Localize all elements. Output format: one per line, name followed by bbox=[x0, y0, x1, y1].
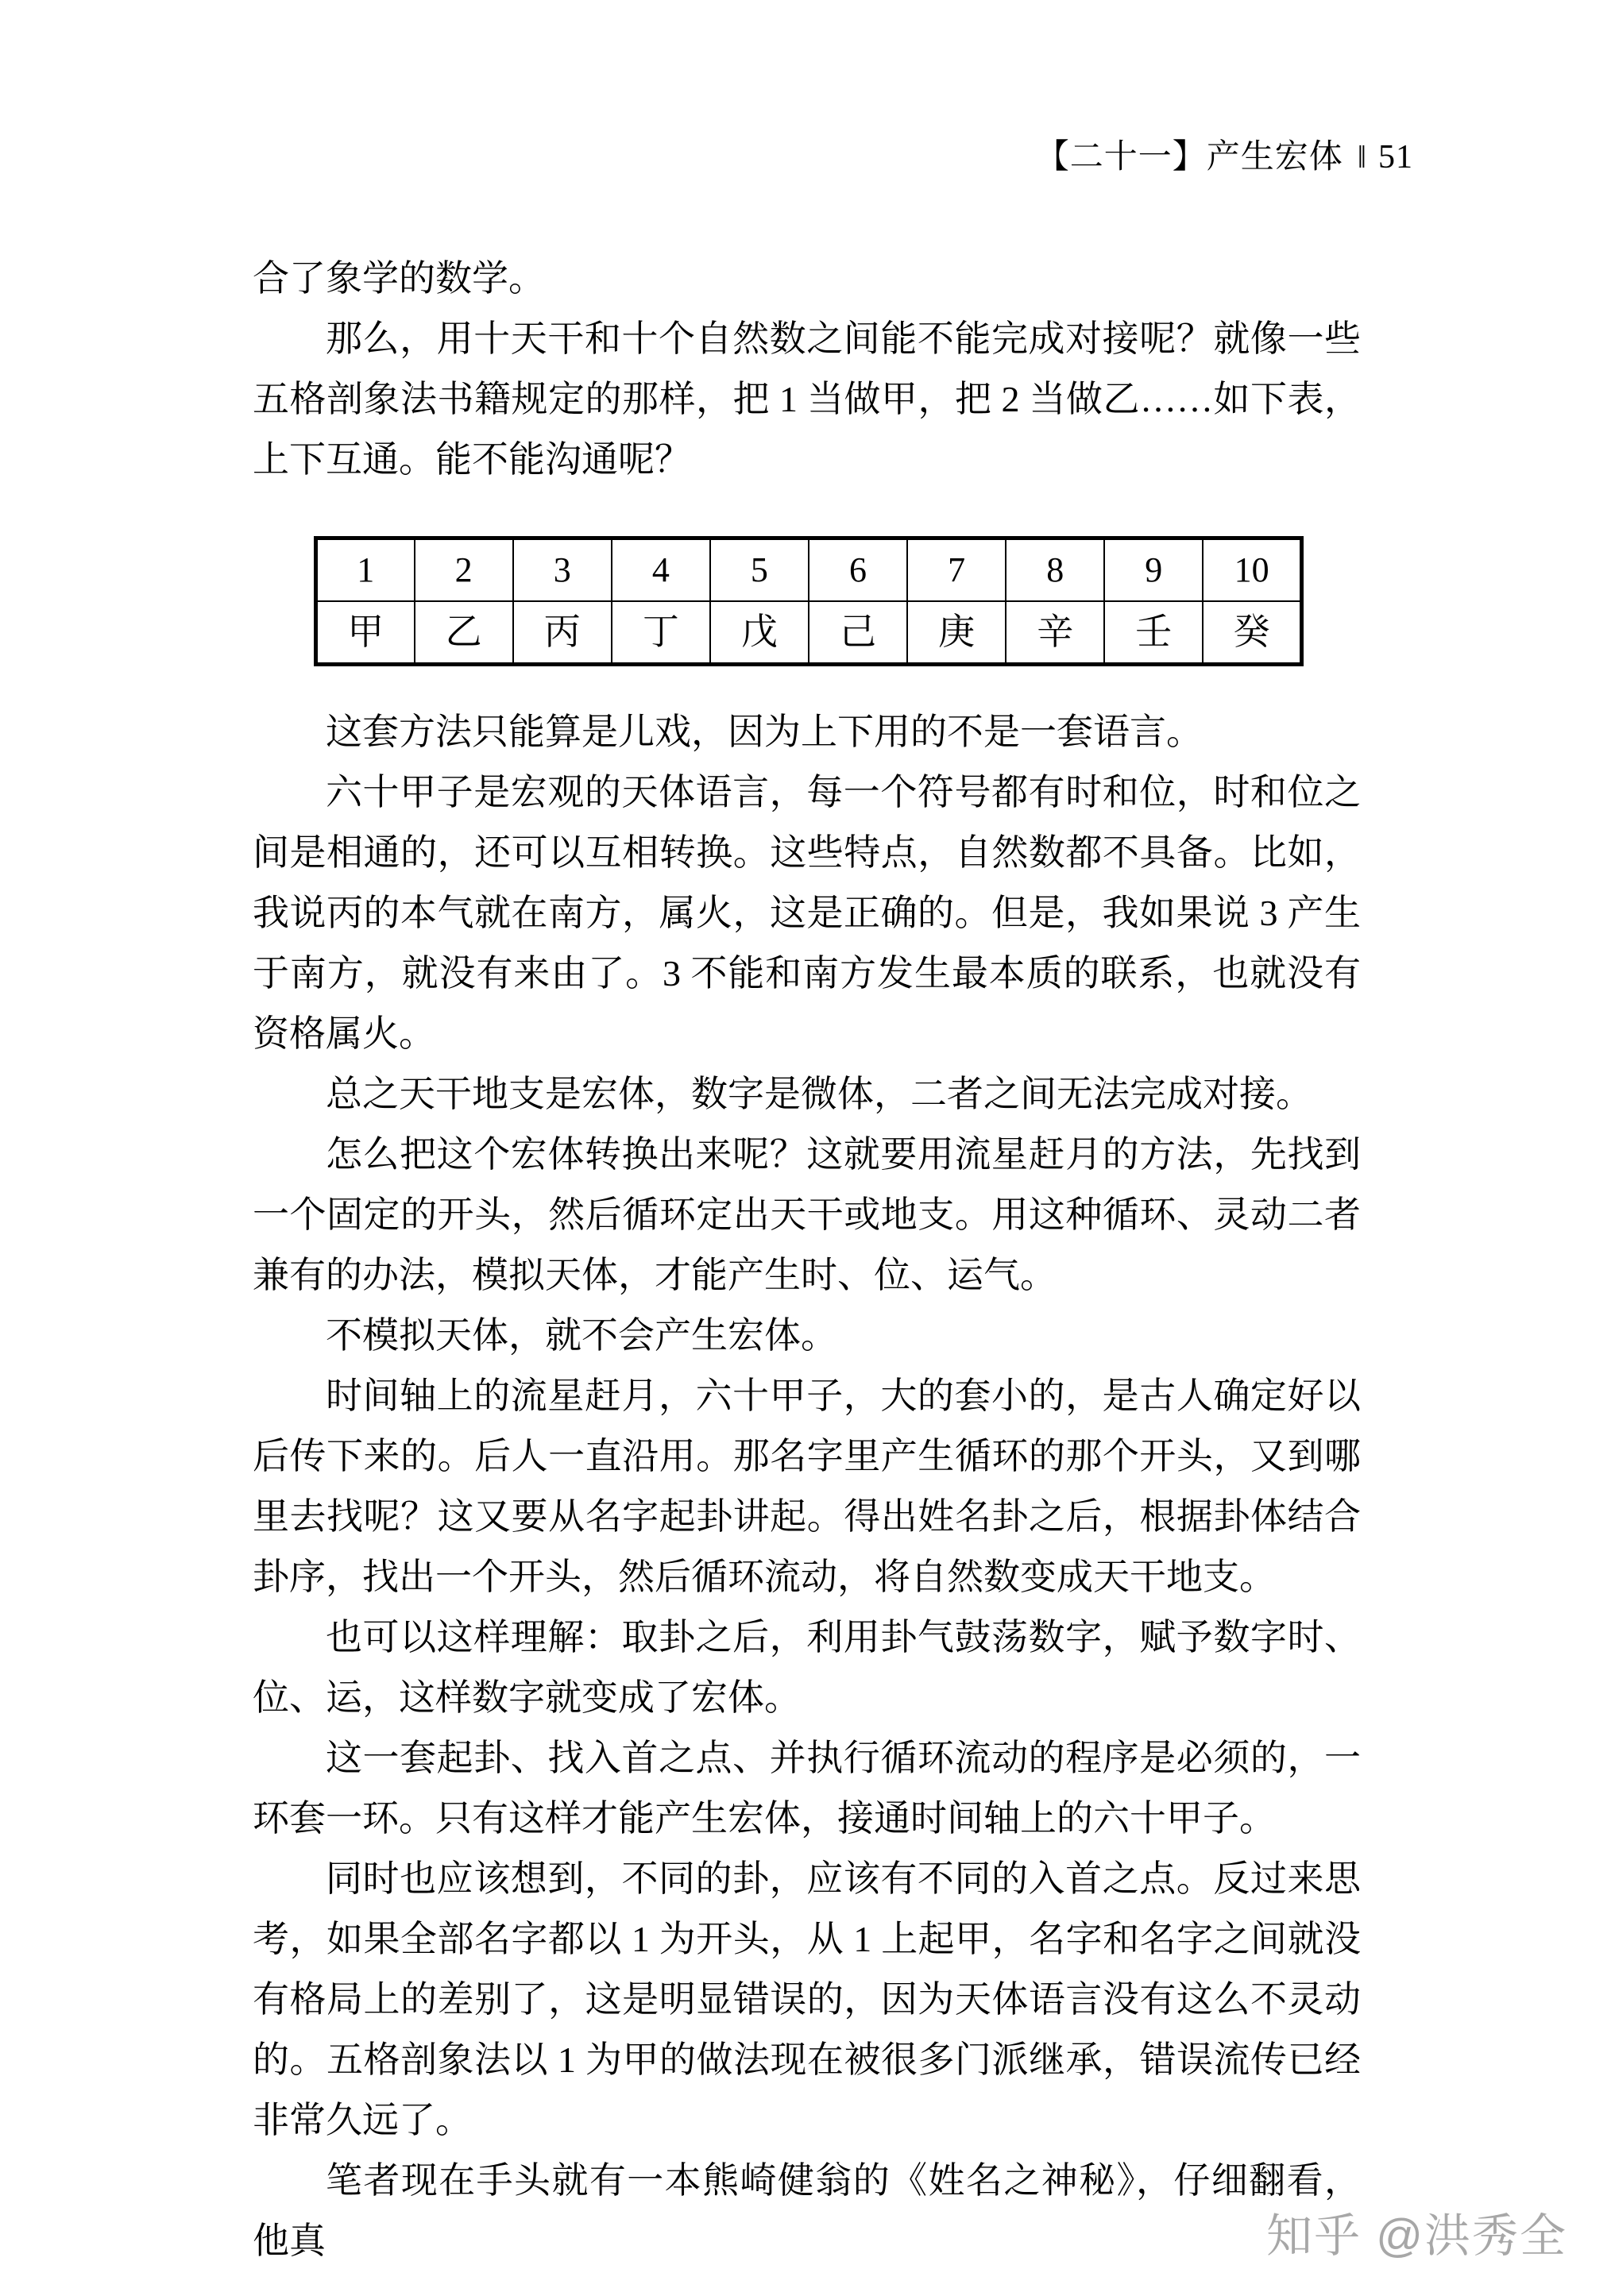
paragraph: 合了象学的数学。 bbox=[253, 258, 545, 299]
watermark: 知乎 @洪秀全 bbox=[1266, 2210, 1567, 2262]
table-cell-number: 5 bbox=[710, 538, 809, 602]
table-row-numbers bbox=[316, 538, 1302, 602]
paragraph: 总之天干地支是宏体，数字是微体，二者之间无法完成对接。 bbox=[326, 1074, 1312, 1114]
page-number: 51 bbox=[1378, 139, 1413, 176]
table-cell-stem: 丁 bbox=[612, 601, 710, 665]
stems-mapping-table bbox=[314, 536, 1304, 666]
table-cell-stem: 甲 bbox=[316, 601, 415, 665]
table-cell-stem: 癸 bbox=[1203, 601, 1301, 665]
table-cell-number: 3 bbox=[513, 538, 612, 602]
paragraph: 怎么把这个宏体转换出来呢？这就要用流星赶月的方法，先找到一个固定的开头，然后循环定出天干或地支。用这种循环、灵动二者兼有的办法，模拟天体，才能产生时、位、运气。 bbox=[253, 1134, 1361, 1295]
table-cell-stem: 乙 bbox=[415, 601, 513, 665]
table-cell-number: 1 bbox=[316, 538, 415, 602]
paragraph: 这一套起卦、找入首之点、并执行循环流动的程序是必须的，一环套一环。只有这样才能产生宏体，接通时间轴上的六十甲子。 bbox=[253, 1738, 1361, 1839]
paragraph: 那么，用十天干和十个自然数之间能不能完成对接呢？就像一些五格剖象法书籍规定的那样，把 1 当做甲，把 2 当做乙……如下表，上下互通。能不能沟通呢？ bbox=[253, 318, 1361, 480]
paragraph: 时间轴上的流星赶月，六十甲子，大的套小的，是古人确定好以后传下来的。后人一直沿用。那名字里产生循环的那个开头，又到哪里去找呢？这又要从名字起卦讲起。得出姓名卦之后，根据卦体结合卦序，找出一个开头，然后循环流动，将自然数变成天干地支。 bbox=[253, 1376, 1361, 1597]
header-separator: ‖ bbox=[1357, 139, 1367, 175]
table-cell-stem: 壬 bbox=[1104, 601, 1203, 665]
paragraph: 这套方法只能算是儿戏，因为上下用的不是一套语言。 bbox=[326, 712, 1203, 752]
body-text bbox=[253, 249, 1361, 2271]
table-cell-number: 4 bbox=[612, 538, 710, 602]
table-cell-stem: 己 bbox=[809, 601, 907, 665]
paragraph: 不模拟天体，就不会产生宏体。 bbox=[326, 1315, 837, 1356]
table-cell-number: 2 bbox=[415, 538, 513, 602]
paragraph: 也可以这样理解：取卦之后，利用卦气鼓荡数字，赋予数字时、位、运，这样数字就变成了宏体。 bbox=[253, 1617, 1361, 1718]
table-cell-number: 6 bbox=[809, 538, 907, 602]
table-cell-stem: 辛 bbox=[1006, 601, 1104, 665]
table-cell-stem: 庚 bbox=[907, 601, 1006, 665]
table-cell-number: 8 bbox=[1006, 538, 1104, 602]
paragraph: 同时也应该想到，不同的卦，应该有不同的入首之点。反过来思考，如果全部名字都以 1 为开头，从 1 上起甲，名字和名字之间就没有格局上的差别了，这是明显错误的，因为天体语言没有这么不灵动的。五格剖象法以 1 为甲的做法现在被很多门派继承，错误流传已经非常久远了。 bbox=[253, 1858, 1361, 2140]
table-cell-number: 7 bbox=[907, 538, 1006, 602]
paragraph: 六十甲子是宏观的天体语言，每一个符号都有时和位，时和位之间是相通的，还可以互相转换。这些特点，自然数都不具备。比如，我说丙的本气就在南方，属火，这是正确的。但是，我如果说 3 产生于南方，就没有来由了。3 不能和南方发生最本质的联系，也就没有资格属火。 bbox=[253, 772, 1361, 1054]
paragraph: 笔者现在手头就有一本熊崎健翁的《姓名之神秘》，仔细翻看，他真 bbox=[253, 2160, 1361, 2261]
table-row-stems bbox=[316, 601, 1302, 665]
table-cell-number: 9 bbox=[1104, 538, 1203, 602]
table-cell-number: 10 bbox=[1203, 538, 1301, 602]
chapter-title: 【二十一】产生宏体 bbox=[1035, 139, 1343, 176]
page-header bbox=[1036, 133, 1413, 181]
table-cell-stem: 戊 bbox=[710, 601, 809, 665]
table-cell-stem: 丙 bbox=[513, 601, 612, 665]
